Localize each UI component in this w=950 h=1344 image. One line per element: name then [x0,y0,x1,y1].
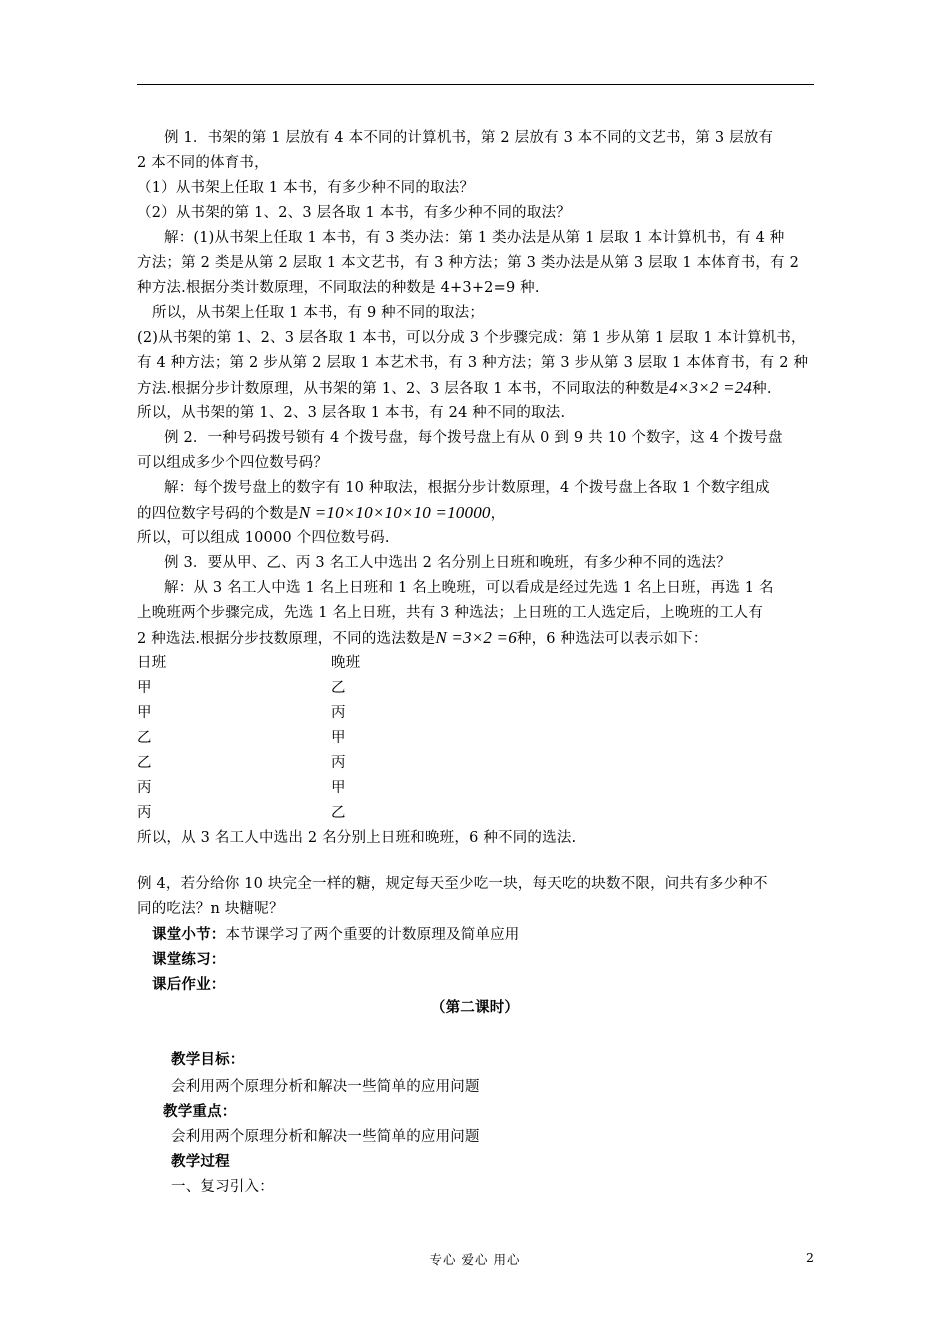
table-cell: 丙 [331,705,346,721]
class-summary-text: 本节课学习了两个重要的计数原理及简单应用 [225,927,520,943]
example1-conclusion1: 所以，从书架上任取 1 本书，有 9 种不同的取法； [152,305,485,321]
example2-solution-line2 [137,503,505,524]
text-segment: 的四位数字号码的个数是 [137,506,299,522]
table-cell: 甲 [137,680,152,696]
table-cell: 丙 [331,755,346,771]
homework-label: 课后作业： [152,976,226,993]
table-cell: 甲 [331,730,346,746]
example1-part2-line1: (2)从书架的第 1、2、3 层各取 1 本书，可以分成 3 个步骤完成：第 1 步从第 1 层取 1 本计算机书， [137,330,806,346]
example3-solution-line2: 上晚班两个步骤完成，先选 1 名上日班，共有 3 种选法；上日班的工人选定后，上晚班的工人有 [137,605,764,621]
example1-solution-line1: 解：(1)从书架上任取 1 本书，有 3 类办法：第 1 类办法是从第 1 层取 1 本计算机书，有 4 种 [164,230,785,246]
second-lesson-heading: （第二课时） [430,999,520,1016]
table-cell: 甲 [137,705,152,721]
example2-conclusion: 所以，可以组成 10000 个四位数号码. [137,530,390,546]
page-footer: 专心 爱心 用心 [429,1252,521,1267]
example3-line1: 例 3．要从甲、乙、丙 3 名工人中选出 2 名分别上日班和晚班，有多少种不同的选法？ [164,555,731,571]
class-exercise-label: 课堂练习： [152,951,226,968]
example2-line1: 例 2．一种号码拨号锁有 4 个拨号盘，每个拨号盘上有从 0 到 9 共 10 个数字，这 4 个拨号盘 [164,430,783,446]
example4-line1: 例 4，若分给你 10 块完全一样的糖，规定每天至少吃一块，每天吃的块数不限，问共有多少种不 [137,876,768,892]
teaching-process-label: 教学过程 [171,1153,230,1170]
math-formula: 4×3×2 =24 [669,378,753,397]
example1-solution-line3: 种方法.根据分类计数原理，不同取法的种数是 4+3+2=9 种. [137,280,540,296]
example1-solution-line2: 方法；第 2 类是从第 2 层取 1 本文艺书，有 3 种方法；第 3 类办法是从第 3 层取 1 本体育书，有 2 [137,255,800,271]
math-formula: N =3×2 =6 [435,628,517,647]
table-cell: 乙 [137,730,152,746]
example2-line2: 可以组成多少个四位数号码？ [137,455,329,471]
table-cell: 丙 [137,780,152,796]
example1-question1: （1）从书架上任取 1 本书，有多少种不同的取法？ [137,180,475,196]
table-cell: 乙 [331,680,346,696]
table-header-night: 晚班 [331,655,361,671]
teaching-goal-text: 会利用两个原理分析和解决一些简单的应用问题 [171,1079,480,1095]
example4-line2: 同的吃法？n 块糖呢？ [137,901,284,917]
text-segment: 种. [752,381,772,397]
teaching-focus-text: 会利用两个原理分析和解决一些简单的应用问题 [171,1129,480,1145]
example1-part2-line2: 有 4 种方法；第 2 步从第 2 层取 1 本艺术书，有 3 种方法；第 3 步从第 3 层取 1 本体育书，有 2 种 [137,355,809,371]
teaching-goal-label: 教学目标： [171,1051,245,1068]
teaching-focus-label: 教学重点： [163,1103,237,1120]
example2-solution-line1: 解：每个拨号盘上的数字有 10 种取法，根据分步计数原理，4 个拨号盘上各取 1 个数字组成 [164,480,770,496]
example1-line1: 例 1．书架的第 1 层放有 4 本不同的计算机书，第 2 层放有 3 本不同的文艺书，第 3 层放有 [164,130,774,146]
math-formula: N =10×10×10×10 =10000 [298,503,491,522]
example1-part2-line3 [137,378,772,399]
example1-line2: 2 本不同的体育书， [137,155,269,171]
table-cell: 丙 [137,805,152,821]
example3-solution-line1: 解：从 3 名工人中选 1 名上日班和 1 名上晚班，可以看成是经过先选 1 名上日班，再选 1 名 [164,580,774,596]
table-header-day: 日班 [137,655,167,671]
header-rule [137,84,814,85]
example1-question2: （2）从书架的第 1、2、3 层各取 1 本书，有多少种不同的取法？ [137,205,571,221]
page-number: 2 [806,1250,814,1265]
class-summary-label: 课堂小节： [152,926,226,943]
example3-conclusion: 所以，从 3 名工人中选出 2 名分别上日班和晚班，6 种不同的选法. [137,830,577,846]
text-segment: 方法.根据分步计数原理，从书架的第 1、2、3 层各取 1 本书，不同取法的种数是 [137,381,670,397]
text-segment: 种，6 种选法可以表示如下： [516,631,708,647]
table-cell: 甲 [331,780,346,796]
table-cell: 乙 [331,805,346,821]
example3-solution-line3 [137,628,708,649]
table-cell: 乙 [137,755,152,771]
text-segment: 2 种选法.根据分步技数原理，不同的选法数是 [137,631,436,647]
class-summary [152,925,520,945]
text-segment: ， [490,506,506,522]
review-intro-heading: 一、复习引入： [171,1179,274,1195]
example1-conclusion2: 所以，从书架的第 1、2、3 层各取 1 本书，有 24 种不同的取法. [137,405,566,421]
